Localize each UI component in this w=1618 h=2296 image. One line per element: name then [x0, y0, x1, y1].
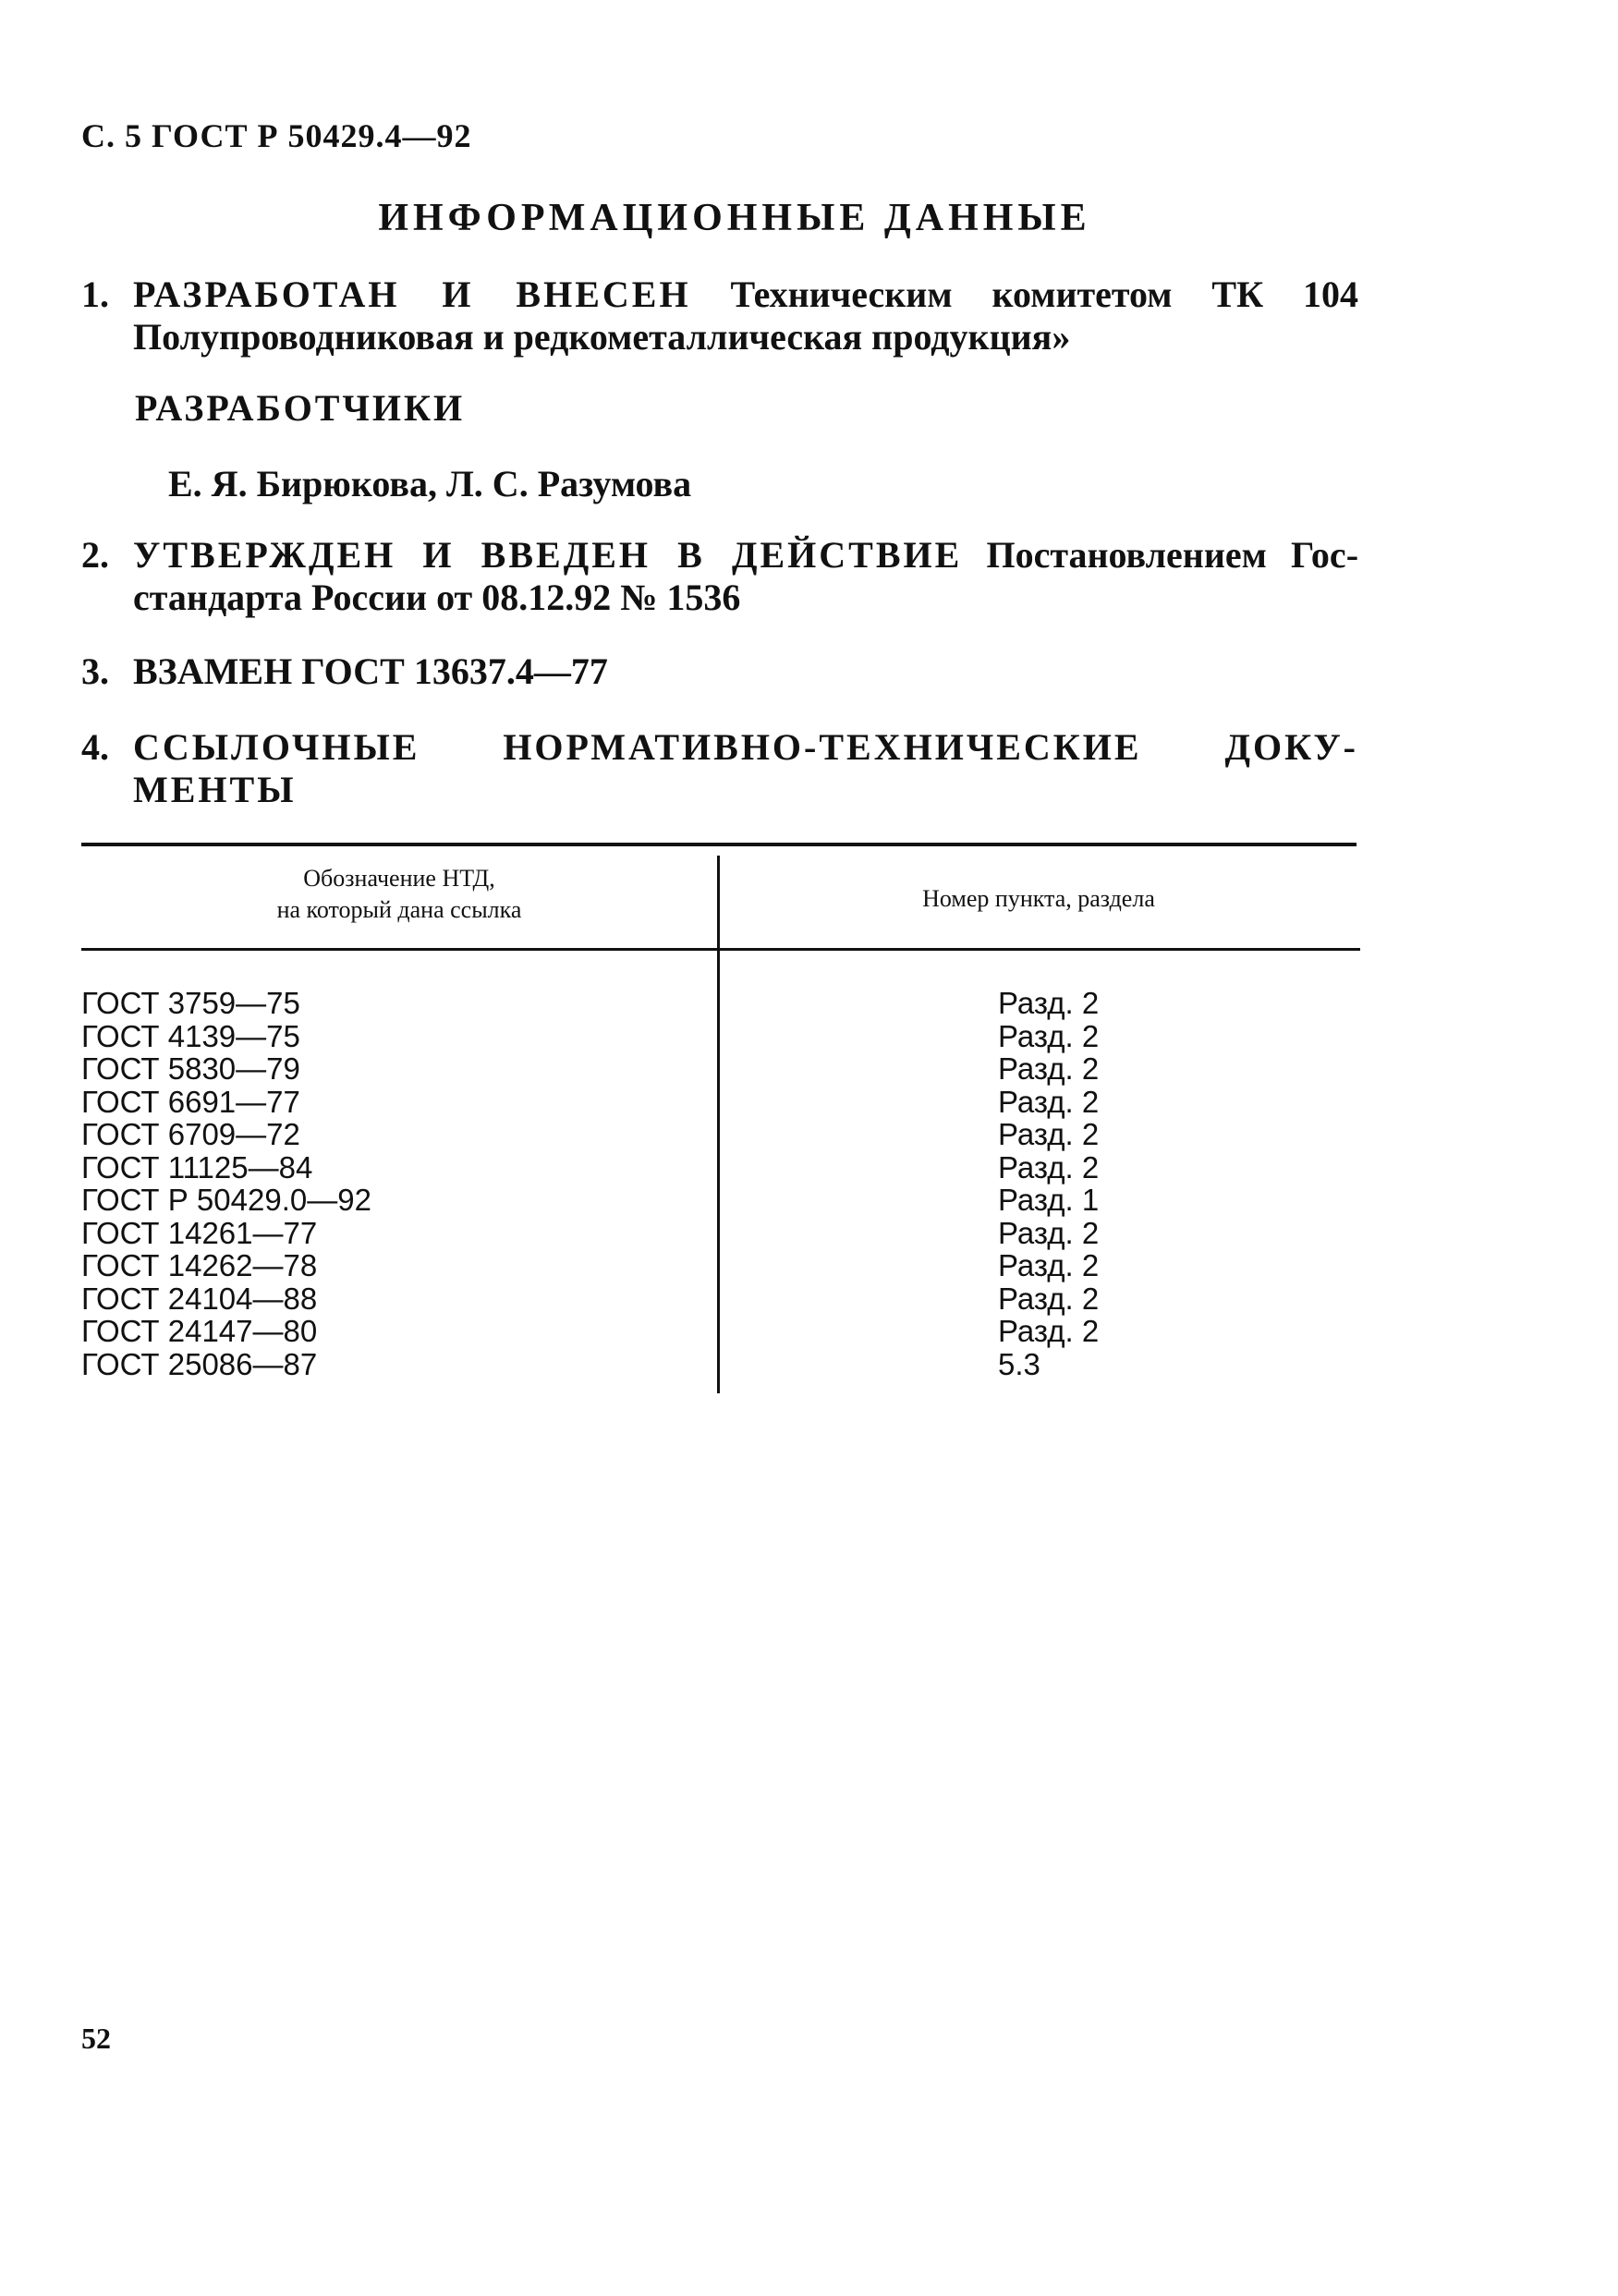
- item-line-2: МЕНТЫ: [133, 769, 297, 810]
- table-row-section: Разд. 2: [998, 1149, 1100, 1184]
- header-ntd-line-1: Обозначение НТД,: [303, 865, 495, 892]
- item-text: ВЗАМЕН ГОСТ 13637.4—77: [133, 650, 608, 692]
- developers-names: Е. Я. Бирюкова, Л. С. Разумова: [168, 463, 692, 504]
- table-row-ntd: ГОСТ 5830—79: [81, 1051, 300, 1086]
- table-row-section: Разд. 2: [998, 1314, 1100, 1348]
- table-row-ntd: ГОСТ 24147—80: [81, 1314, 318, 1348]
- item-number: 1.: [81, 273, 109, 315]
- header-section-label: Номер пункта, раздела: [922, 885, 1155, 912]
- table-column-divider: [717, 856, 720, 1393]
- table-row-section: Разд. 2: [998, 1084, 1100, 1119]
- table-row-section: Разд. 2: [998, 1051, 1100, 1086]
- section-column: [998, 987, 1099, 1380]
- item-number: 4.: [81, 726, 109, 768]
- info-item-4: [81, 726, 1358, 819]
- item-lead: РАЗРАБОТАН И ВНЕСЕН: [133, 273, 691, 315]
- table-row-ntd: ГОСТ 6709—72: [81, 1117, 300, 1151]
- table-row-section: Разд. 1: [998, 1183, 1100, 1217]
- table-row-ntd: ГОСТ 4139—75: [81, 1018, 300, 1053]
- table-row-ntd: ГОСТ 6691—77: [81, 1084, 300, 1119]
- table-row-ntd: ГОСТ Р 50429.0—92: [81, 1183, 371, 1217]
- page-number: 52: [81, 2022, 111, 2055]
- table-row-section: Разд. 2: [998, 1281, 1100, 1316]
- item-line-1: [133, 534, 1358, 577]
- table-row-section: 5.3: [998, 1346, 1040, 1381]
- header-ntd-line-2: на который дана ссылка: [276, 896, 522, 923]
- table-header-ntd: [81, 863, 717, 926]
- table-row-ntd: ГОСТ 14262—78: [81, 1248, 318, 1282]
- table-row-ntd: ГОСТ 14261—77: [81, 1215, 318, 1250]
- item-line-2: Полупроводниковая и редкометаллическая продукция»: [133, 316, 1071, 358]
- table-row-section: Разд. 2: [998, 986, 1100, 1020]
- table-row-ntd: ГОСТ 25086—87: [81, 1346, 318, 1381]
- table-header-section: [720, 883, 1357, 915]
- info-item-1: [81, 273, 1358, 366]
- table-row-ntd: ГОСТ 24104—88: [81, 1281, 318, 1316]
- ntd-column: [81, 987, 371, 1380]
- developers-heading: РАЗРАБОТЧИКИ: [135, 387, 466, 429]
- document-title: ИНФОРМАЦИОННЫЕ ДАННЫЕ: [378, 197, 1091, 239]
- item-number: 3.: [81, 650, 109, 692]
- info-item-2: [81, 534, 1358, 626]
- info-item-3: [81, 650, 1358, 697]
- table-row-section: Разд. 2: [998, 1018, 1100, 1053]
- table-header-rule: [81, 948, 1360, 951]
- table-row-ntd: ГОСТ 3759—75: [81, 986, 300, 1020]
- table-top-rule: [81, 843, 1356, 846]
- table-row-section: Разд. 2: [998, 1117, 1100, 1151]
- table-row-section: Разд. 2: [998, 1248, 1100, 1282]
- table-row-section: Разд. 2: [998, 1215, 1100, 1250]
- item-line-1: [133, 273, 1358, 316]
- item-rest: Постановлением Гос-: [986, 534, 1359, 576]
- item-rest: Техническим комитетом ТК 104: [730, 273, 1359, 315]
- page-header: С. 5 ГОСТ Р 50429.4—92: [81, 117, 472, 154]
- table-row-ntd: ГОСТ 11125—84: [81, 1149, 313, 1184]
- item-lead: УТВЕРЖДЕН И ВВЕДЕН В ДЕЙСТВИЕ: [133, 534, 963, 576]
- item-number: 2.: [81, 534, 109, 576]
- item-line-2: стандарта России от 08.12.92 № 1536: [133, 577, 741, 618]
- item-line-1: ССЫЛОЧНЫЕ НОРМАТИВНО-ТЕХНИЧЕСКИЕ ДОКУ-: [133, 726, 1358, 768]
